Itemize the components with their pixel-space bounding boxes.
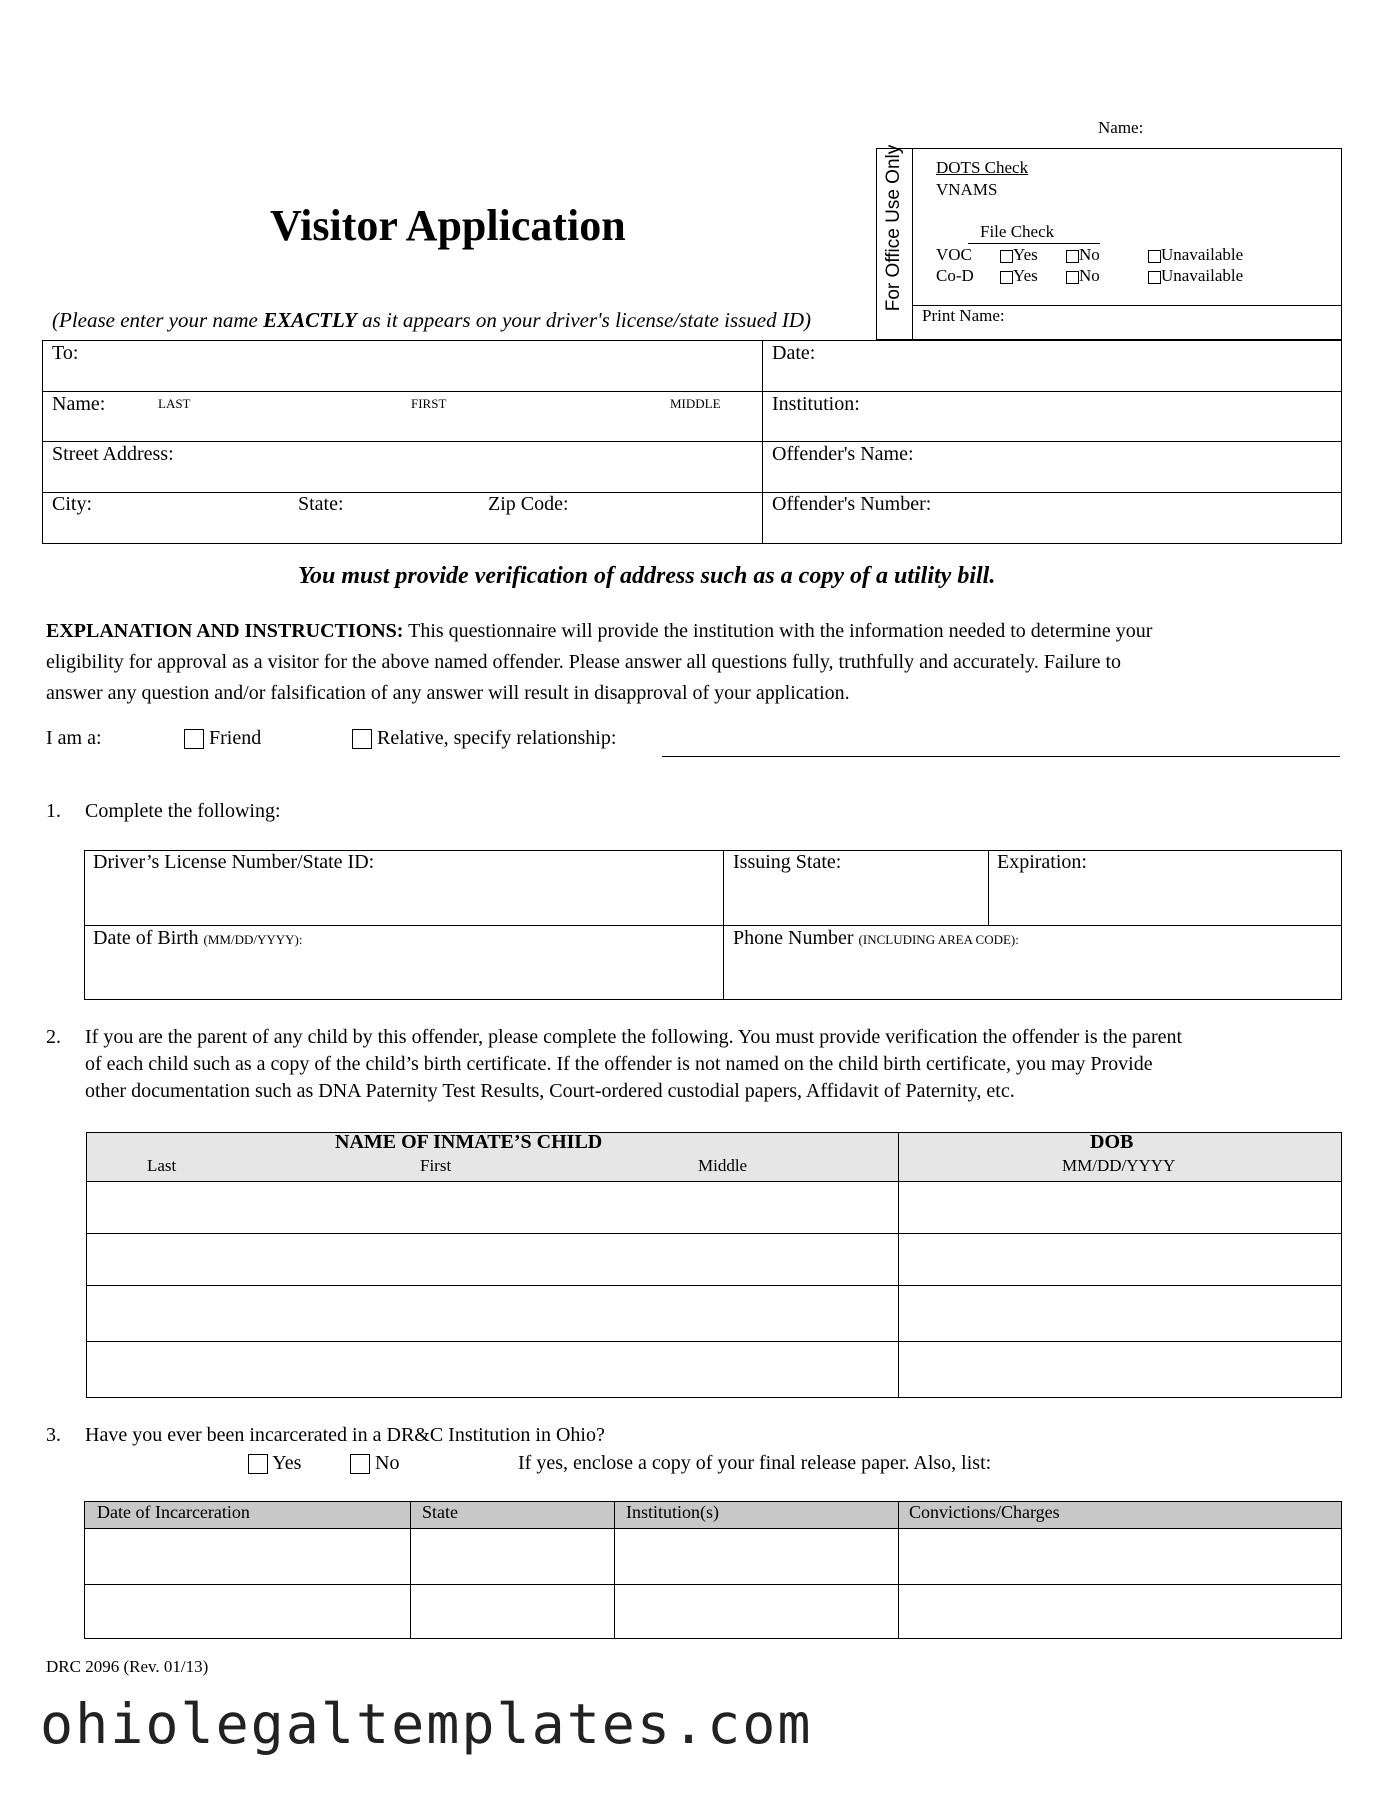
institution-field[interactable]: Institution: (772, 393, 860, 415)
offender-number-field[interactable]: Offender's Number: (772, 493, 932, 515)
city-field[interactable]: City: (52, 493, 93, 515)
date-field[interactable]: Date: (772, 342, 816, 364)
page-title: Visitor Application (270, 201, 626, 250)
friend-option[interactable]: Friend (184, 727, 261, 750)
child-row-3-dob[interactable] (900, 1287, 1340, 1339)
issuing-state-field[interactable]: Issuing State: (733, 851, 842, 873)
visitor-info-table (42, 340, 1342, 544)
child-middle-header: Middle (698, 1156, 748, 1175)
zip-code-field[interactable]: Zip Code: (488, 493, 569, 515)
name-first-label: FIRST (411, 396, 447, 411)
col-institutions: Institution(s) (626, 1502, 719, 1522)
voc-no-checkbox[interactable] (1066, 250, 1079, 263)
relationship-line[interactable] (662, 756, 1340, 757)
cod-unavailable[interactable]: Unavailable (1148, 266, 1243, 286)
child-name-header: NAME OF INMATE’S CHILD (335, 1131, 603, 1153)
child-last-header: Last (147, 1156, 177, 1175)
vnams-label: VNAMS (936, 180, 998, 199)
incarceration-row-1-date[interactable] (86, 1530, 408, 1582)
q1-number: 1. (46, 800, 61, 822)
relative-option[interactable]: Relative, specify relationship: (352, 727, 616, 750)
explanation-line-3: answer any question and/or falsification of any answer will result in disapproval of your application. (46, 682, 850, 704)
incarceration-row-2-institution[interactable] (616, 1586, 896, 1637)
office-name-label: Name: (1098, 118, 1144, 137)
child-row-1-dob[interactable] (900, 1183, 1340, 1231)
i-am-label: I am a: (46, 727, 102, 749)
cod-unavailable-checkbox[interactable] (1148, 271, 1161, 284)
child-row-3-name[interactable] (88, 1287, 896, 1339)
cod-yes-checkbox[interactable] (1000, 271, 1013, 284)
col-state: State (422, 1502, 458, 1522)
cod-no[interactable]: No (1066, 266, 1100, 286)
phone-field[interactable]: Phone Number (INCLUDING AREA CODE): (733, 927, 1019, 949)
expiration-field[interactable]: Expiration: (997, 851, 1087, 873)
office-use-side-label: For Office Use Only (883, 144, 904, 312)
address-verification-note: You must provide verification of address such as a copy of a utility bill. (298, 563, 996, 589)
cod-label: Co-D (936, 266, 974, 285)
voc-yes[interactable]: Yes (1000, 245, 1038, 265)
dots-check-label: DOTS Check (936, 158, 1029, 177)
print-name-label: Print Name: (922, 306, 1005, 325)
q3-note: If yes, enclose a copy of your final release paper. Also, list: (518, 1452, 992, 1474)
q3-no-option[interactable]: No (350, 1452, 399, 1475)
cod-no-checkbox[interactable] (1066, 271, 1079, 284)
voc-unavailable-checkbox[interactable] (1148, 250, 1161, 263)
child-dob-header: DOB (1090, 1131, 1134, 1153)
to-field[interactable]: To: (52, 342, 79, 364)
incarceration-row-1-convictions[interactable] (900, 1530, 1340, 1582)
license-field[interactable]: Driver’s License Number/State ID: (93, 851, 375, 873)
q3-no-checkbox[interactable] (350, 1454, 370, 1474)
q2-line-1: If you are the parent of any child by this offender, please complete the following. You must provide verification the offender is the parent (85, 1026, 1183, 1048)
child-row-4-dob[interactable] (900, 1343, 1340, 1396)
child-first-header: First (420, 1156, 452, 1175)
name-last-label: LAST (158, 396, 191, 411)
form-id: DRC 2096 (Rev. 01/13) (46, 1657, 209, 1676)
explanation-line-1: EXPLANATION AND INSTRUCTIONS: This questionnaire will provide the institution with the information needed to determine your (46, 620, 1153, 642)
street-address-field[interactable]: Street Address: (52, 443, 174, 465)
col-date-of-incarceration: Date of Incarceration (97, 1502, 250, 1522)
name-instruction: (Please enter your name EXACTLY as it appears on your driver's license/state issued ID) (52, 308, 812, 332)
q3-yes-option[interactable]: Yes (248, 1452, 301, 1475)
voc-unavailable[interactable]: Unavailable (1148, 245, 1243, 265)
friend-checkbox[interactable] (184, 729, 204, 749)
col-convictions: Convictions/Charges (909, 1502, 1060, 1522)
file-check-label: File Check (980, 222, 1055, 241)
incarceration-row-1-institution[interactable] (616, 1530, 896, 1582)
voc-yes-checkbox[interactable] (1000, 250, 1013, 263)
q2-line-2: of each child such as a copy of the child’s birth certificate. If the offender is not named on the child birth certificate, you may Provide (85, 1053, 1153, 1075)
incarceration-row-2-state[interactable] (412, 1586, 612, 1637)
incarceration-row-2-date[interactable] (86, 1586, 408, 1637)
q2-line-3: other documentation such as DNA Paternity Test Results, Court-ordered custodial papers, Affidavit of Paternity, etc. (85, 1080, 1015, 1102)
explanation-line-2: eligibility for approval as a visitor for the above named offender. Please answer all questions fully, truthfully and accurately. Failure to (46, 651, 1122, 673)
state-field[interactable]: State: (298, 493, 344, 515)
q3-number: 3. (46, 1424, 61, 1446)
offender-name-field[interactable]: Offender's Name: (772, 443, 914, 465)
q3-yes-checkbox[interactable] (248, 1454, 268, 1474)
q1-text: Complete the following: (85, 800, 281, 822)
incarceration-row-2-convictions[interactable] (900, 1586, 1340, 1637)
child-row-2-dob[interactable] (900, 1235, 1340, 1283)
child-row-4-name[interactable] (88, 1343, 896, 1396)
dob-field[interactable]: Date of Birth (MM/DD/YYYY): (93, 927, 303, 949)
voc-label: VOC (936, 245, 972, 264)
incarceration-row-1-state[interactable] (412, 1530, 612, 1582)
name-field[interactable]: Name: (52, 393, 106, 415)
name-middle-label: MIDDLE (670, 396, 721, 411)
child-row-1-name[interactable] (88, 1183, 896, 1231)
voc-no[interactable]: No (1066, 245, 1100, 265)
watermark: ohiolegaltemplates.com (40, 1692, 813, 1756)
q2-number: 2. (46, 1026, 61, 1048)
relative-checkbox[interactable] (352, 729, 372, 749)
cod-yes[interactable]: Yes (1000, 266, 1038, 286)
child-row-2-name[interactable] (88, 1235, 896, 1283)
q3-text: Have you ever been incarcerated in a DR&C Institution in Ohio? (85, 1424, 605, 1446)
child-dob-format: MM/DD/YYYY (1062, 1156, 1176, 1175)
